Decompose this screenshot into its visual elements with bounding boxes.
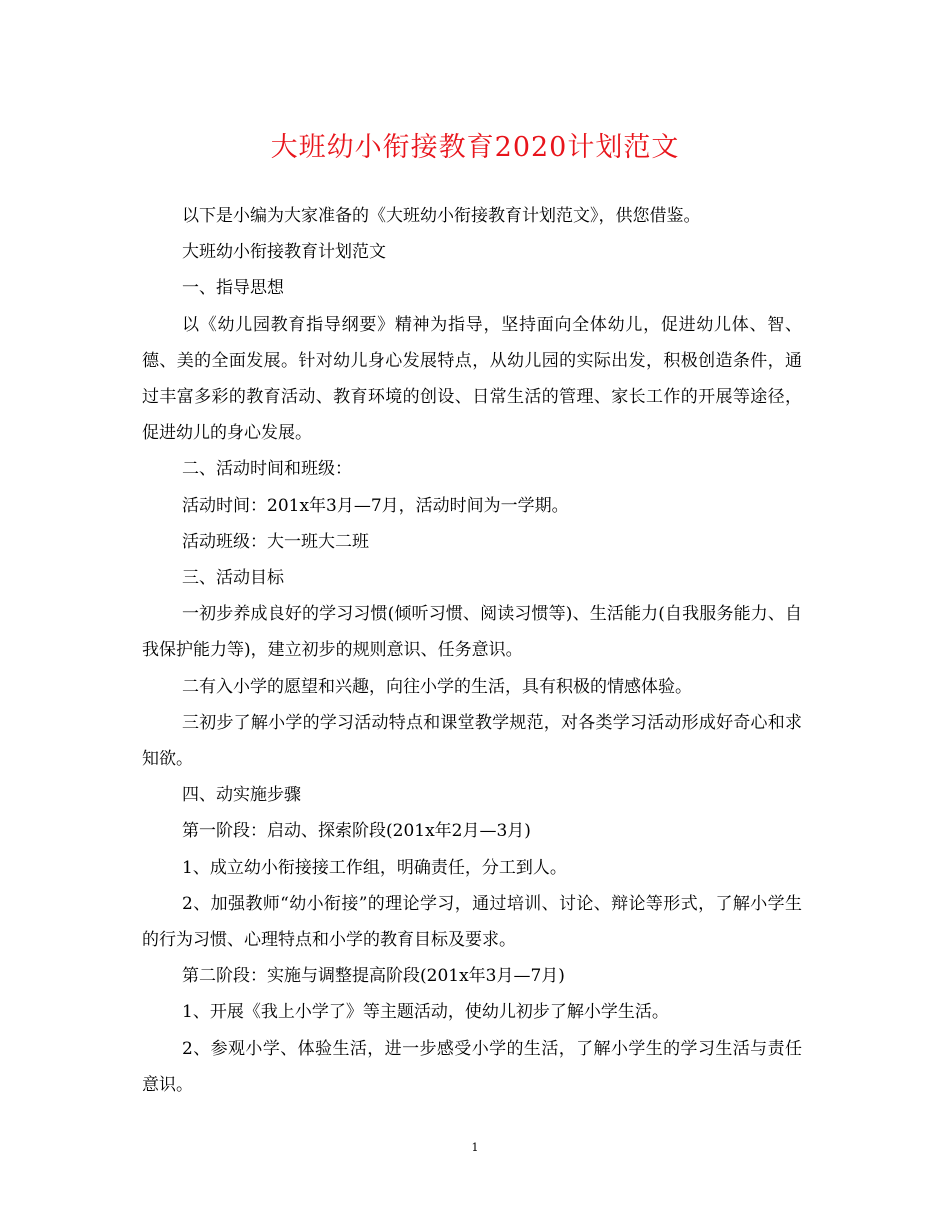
paragraph-activity-class: 活动班级：大一班大二班 (182, 531, 369, 552)
heading-stage-one: 第一阶段：启动、探索阶段(201x年2月—3月) (182, 821, 531, 842)
paragraph-subtitle: 大班幼小衔接教育计划范文 (182, 242, 386, 263)
heading-activity-goals: 三、活动目标 (182, 568, 284, 589)
paragraph-guiding-thought: 以《幼儿园教育指导纲要》精神为指导，坚持面向全体幼儿，促进幼儿体、智、德、美的全面发展。针对幼儿身心发展特点，从幼儿园的实际出发，积极创造条件，通过丰富多彩的教育活动、教育环境的创设、日常生活的管理、家长工作的开展等途径，促进幼儿的身心发展。 (142, 314, 802, 444)
document-title: 大班幼小衔接教育2020计划范文 (270, 132, 680, 163)
paragraph-goal-three: 三初步了解小学的学习活动特点和课堂教学规范，对各类学习活动形成好奇心和求知欲。 (142, 712, 802, 770)
paragraph-stage-one-item-2: 2、加强教师“幼小衔接”的理论学习，通过培训、讨论、辩论等形式，了解小学生的行为习惯、心理特点和小学的教育目标及要求。 (142, 893, 802, 951)
heading-guiding-thought: 一、指导思想 (182, 278, 284, 299)
page-number: 1 (471, 1141, 479, 1154)
paragraph-goal-two: 二有入小学的愿望和兴趣，向往小学的生活，具有积极的情感体验。 (182, 676, 692, 697)
heading-implementation-steps: 四、动实施步骤 (182, 785, 301, 806)
paragraph-stage-two-item-2: 2、参观小学、体验生活，进一步感受小学的生活，了解小学生的学习生活与责任意识。 (142, 1038, 802, 1095)
paragraph-stage-two-item-1: 1、开展《我上小学了》等主题活动，使幼儿初步了解小学生活。 (182, 1002, 669, 1023)
heading-stage-two: 第二阶段：实施与调整提高阶段(201x年3月—7月) (182, 966, 565, 987)
heading-time-and-class: 二、活动时间和班级： (182, 459, 352, 480)
paragraph-activity-time: 活动时间：201x年3月—7月，活动时间为一学期。 (182, 495, 569, 516)
paragraph-goal-one: 一初步养成良好的学习习惯(倾听习惯、阅读习惯等)、生活能力(自我服务能力、自我保护能力等)，建立初步的规则意识、任务意识。 (142, 604, 802, 661)
paragraph-intro: 以下是小编为大家准备的《大班幼小衔接教育计划范文》，供您借鉴。 (182, 206, 701, 226)
document-body (142, 198, 802, 1103)
paragraph-stage-one-item-1: 1、成立幼小衔接接工作组，明确责任，分工到人。 (182, 857, 567, 878)
